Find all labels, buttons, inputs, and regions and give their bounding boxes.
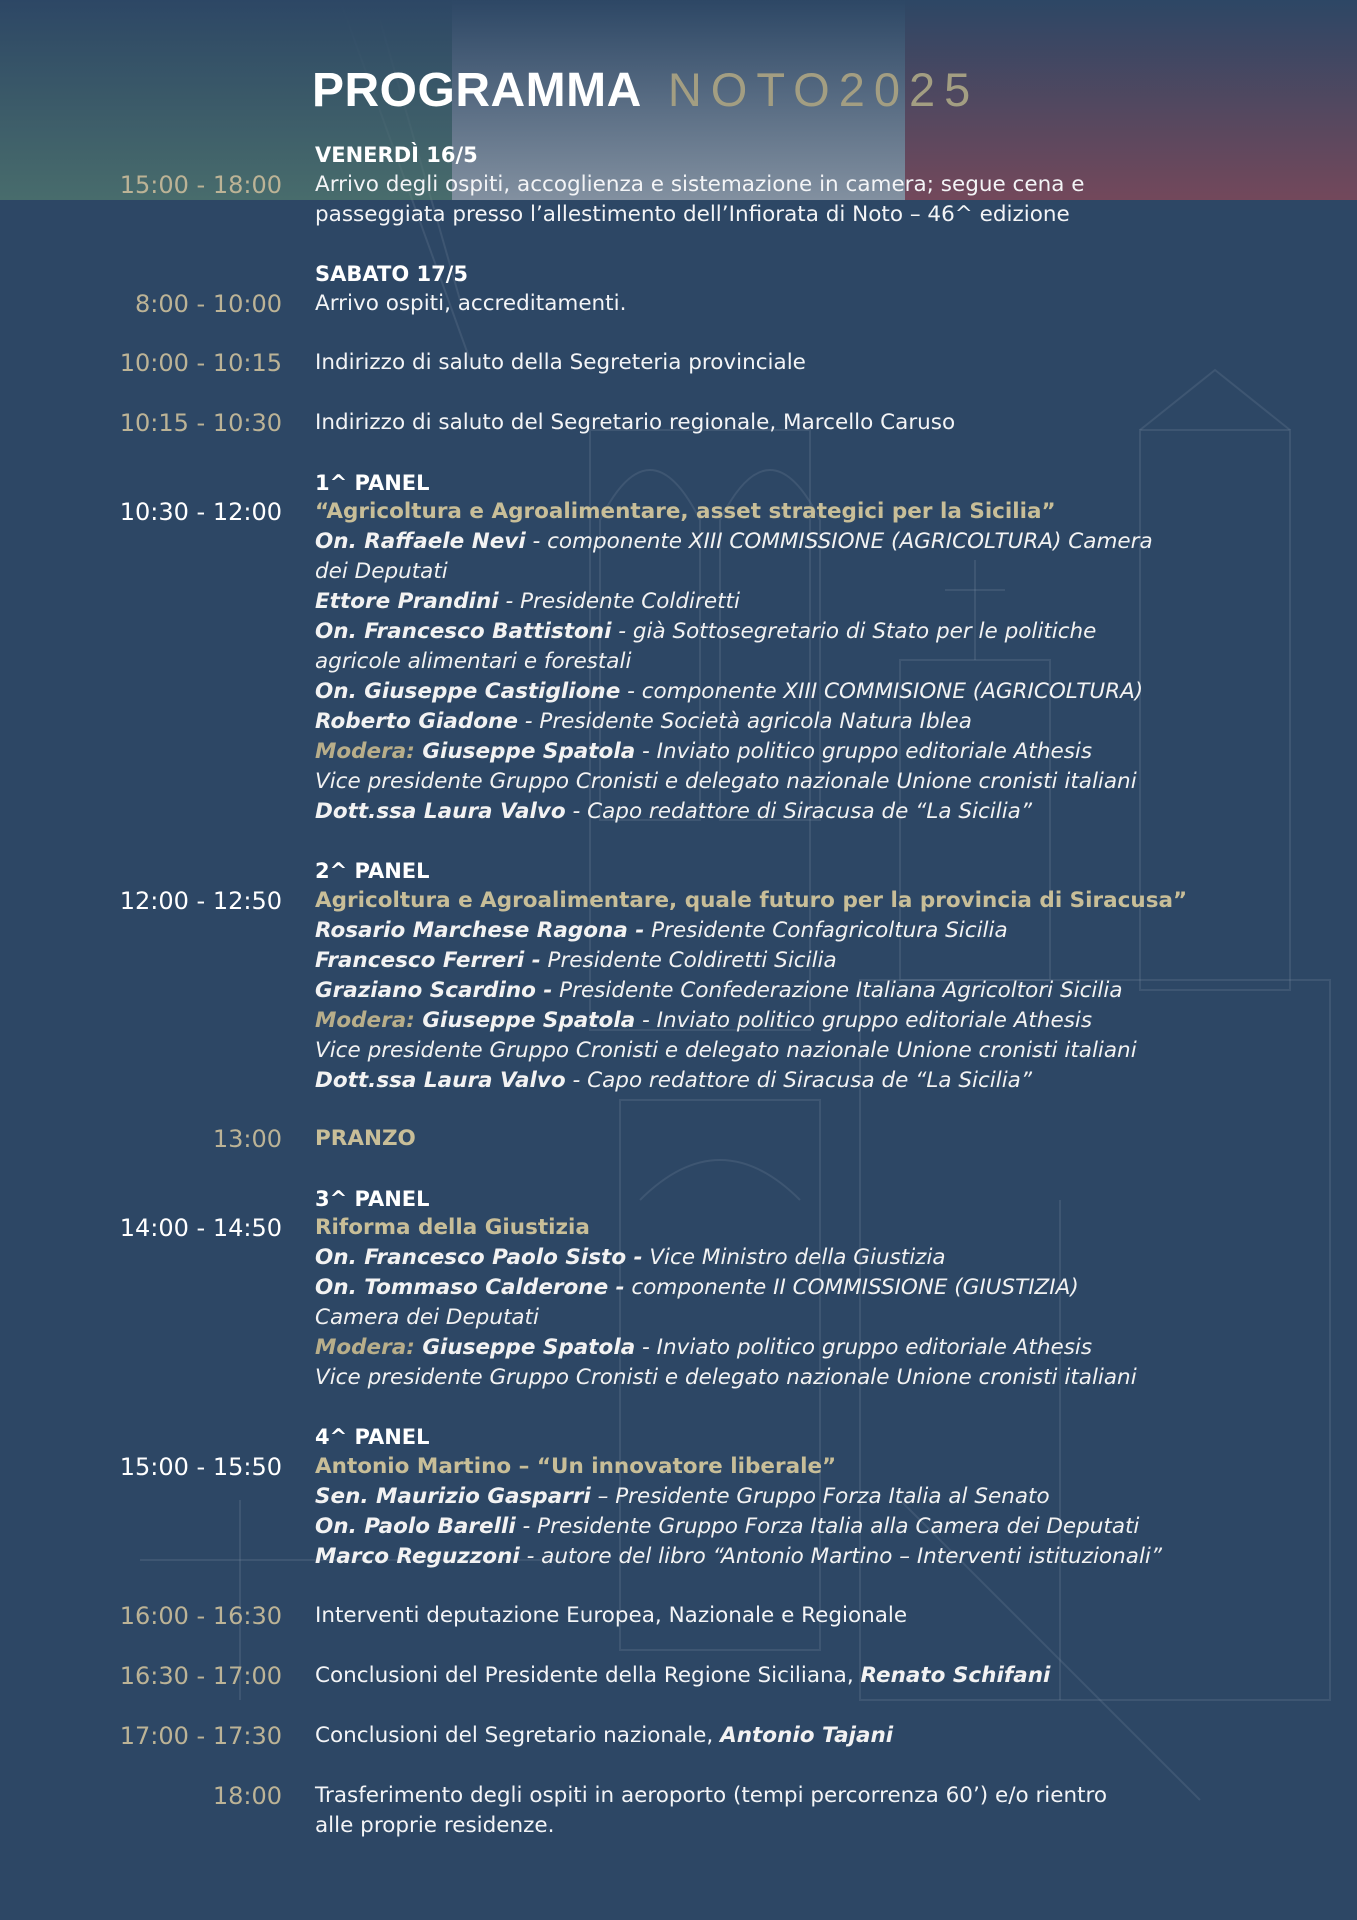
panel-label: 1^ PANEL bbox=[315, 471, 430, 495]
moderator-name: Giuseppe Spatola bbox=[414, 1335, 636, 1360]
speaker-name: Sen. Maurizio Gasparri bbox=[315, 1484, 591, 1509]
panel-time: 12:00 - 12:50 bbox=[119, 887, 282, 915]
speaker-name: Francesco Ferreri - bbox=[315, 948, 541, 973]
speaker-role: Vice Ministro della Giustizia bbox=[642, 1245, 946, 1270]
speaker bbox=[315, 527, 1275, 557]
panel-label: 2^ PANEL bbox=[315, 859, 430, 883]
speaker-role: - componente XIII COMMISIONE (AGRICOLTURA) bbox=[620, 679, 1144, 704]
panel-label: 4^ PANEL bbox=[315, 1425, 430, 1449]
speaker-name: On. Francesco Paolo Sisto - bbox=[315, 1245, 643, 1270]
moderator-role: - Inviato politico gruppo editoriale Athesis bbox=[635, 739, 1093, 764]
speaker bbox=[315, 557, 1275, 587]
speaker-name: Ettore Prandini bbox=[315, 589, 499, 614]
speaker bbox=[315, 647, 1275, 677]
agenda-text-em: Renato Schifani bbox=[860, 1663, 1051, 1688]
moderator bbox=[315, 1333, 1275, 1363]
speaker bbox=[315, 916, 1275, 946]
speaker-role: - Presidente Coldiretti bbox=[498, 589, 740, 614]
moderator bbox=[315, 1006, 1275, 1036]
speaker bbox=[315, 617, 1275, 647]
agenda-text: Arrivo ospiti, accreditamenti. bbox=[315, 291, 627, 316]
speaker bbox=[315, 587, 1275, 617]
speaker-name: Graziano Scardino - bbox=[315, 978, 553, 1003]
speaker-role: agricole alimentari e forestali bbox=[315, 649, 632, 674]
page-header bbox=[312, 62, 979, 118]
speaker bbox=[315, 976, 1275, 1006]
speaker-role: componente II COMMISSIONE (GIUSTIZIA) bbox=[624, 1275, 1079, 1300]
moderator-label: Modera: bbox=[315, 1335, 415, 1360]
lunch-label: PRANZO bbox=[315, 1126, 416, 1151]
speaker-role: Presidente Coldiretti Sicilia bbox=[540, 948, 837, 973]
moderator-name: Giuseppe Spatola bbox=[414, 1008, 636, 1033]
co-moderator-role: - Capo redattore di Siracusa de “La Sicilia” bbox=[565, 1068, 1033, 1093]
speaker bbox=[315, 707, 1275, 737]
moderator bbox=[315, 737, 1275, 767]
speaker-role: - Presidente Società agricola Natura Iblea bbox=[517, 709, 972, 734]
speaker-name: On. Francesco Battistoni bbox=[315, 619, 612, 644]
panel-time: 10:30 - 12:00 bbox=[119, 498, 282, 526]
co-moderator-name: Dott.ssa Laura Valvo bbox=[315, 1068, 566, 1093]
lunch-time: 13:00 bbox=[212, 1125, 282, 1153]
panel-content bbox=[315, 886, 1275, 1096]
text-line: passeggiata presso l’allestimento dell’Infiorata di Noto – 46^ edizione bbox=[315, 202, 1070, 227]
agenda-text: Indirizzo di saluto della Segreteria provinciale bbox=[315, 350, 806, 375]
panel-title: Antonio Martino – “Un innovatore liberale” bbox=[315, 1454, 837, 1479]
speaker-role: - componente XIII COMMISSIONE (AGRICOLTURA) Camera bbox=[525, 529, 1153, 554]
page-title: PROGRAMMA bbox=[312, 64, 642, 117]
time-item: 8:00 - 10:00 bbox=[135, 290, 282, 318]
speaker-name: On. Tommaso Calderone - bbox=[315, 1275, 625, 1300]
moderator-extra: Vice presidente Gruppo Cronisti e delegato nazionale Unione cronisti italiani bbox=[315, 1365, 1137, 1390]
time-item: 10:00 - 10:15 bbox=[119, 349, 282, 377]
speaker-role: Camera dei Deputati bbox=[315, 1305, 539, 1330]
speaker-name: On. Giuseppe Castiglione bbox=[315, 679, 621, 704]
speaker bbox=[315, 1482, 1275, 1512]
text-line: alle proprie residenze. bbox=[315, 1813, 555, 1838]
moderator-label: Modera: bbox=[315, 739, 415, 764]
speaker-name: On. Raffaele Nevi bbox=[315, 529, 526, 554]
agenda-text-main: Conclusioni del Presidente della Regione Siciliana, bbox=[315, 1663, 861, 1688]
friday-text bbox=[315, 170, 1275, 230]
time-item: 17:00 - 17:30 bbox=[119, 1722, 282, 1750]
transfer-time: 18:00 bbox=[212, 1782, 282, 1810]
speaker bbox=[315, 1512, 1275, 1542]
speaker-role: – Presidente Gruppo Forza Italia al Senato bbox=[590, 1484, 1050, 1509]
speaker-role: - autore del libro “Antonio Martino – Interventi istituzionali” bbox=[519, 1544, 1163, 1569]
panel-time: 15:00 - 15:50 bbox=[119, 1453, 282, 1481]
speaker bbox=[315, 1273, 1275, 1303]
co-moderator bbox=[315, 797, 1275, 827]
speaker-role: Presidente Confagricoltura Sicilia bbox=[644, 918, 1008, 943]
moderator-extra: Vice presidente Gruppo Cronisti e delegato nazionale Unione cronisti italiani bbox=[315, 1038, 1137, 1063]
agenda-text-main: Conclusioni del Segretario nazionale, bbox=[315, 1723, 721, 1748]
text-line: Trasferimento degli ospiti in aeroporto (tempi percorrenza 60’) e/o rientro bbox=[315, 1783, 1108, 1808]
speaker-name: On. Paolo Barelli bbox=[315, 1514, 516, 1539]
co-moderator-role: - Capo redattore di Siracusa de “La Sicilia” bbox=[565, 799, 1033, 824]
moderator-role: - Inviato politico gruppo editoriale Athesis bbox=[635, 1008, 1093, 1033]
moderator-extra: Vice presidente Gruppo Cronisti e delegato nazionale Unione cronisti italiani bbox=[315, 769, 1137, 794]
panel-content bbox=[315, 1213, 1275, 1393]
speaker-role: Presidente Confederazione Italiana Agricoltori Sicilia bbox=[552, 978, 1123, 1003]
day-label-saturday: SABATO 17/5 bbox=[315, 262, 468, 286]
speaker bbox=[315, 1303, 1275, 1333]
co-moderator bbox=[315, 1066, 1275, 1096]
speaker-role: - già Sottosegretario di Stato per le politiche bbox=[611, 619, 1097, 644]
moderator-label: Modera: bbox=[315, 1008, 415, 1033]
agenda-text-em: Antonio Tajani bbox=[720, 1723, 894, 1748]
speaker-name: Roberto Giadone bbox=[315, 709, 518, 734]
moderator-role: - Inviato politico gruppo editoriale Athesis bbox=[635, 1335, 1093, 1360]
agenda-text bbox=[315, 1721, 1275, 1751]
panel-title: “Agricoltura e Agroalimentare, asset strategici per la Sicilia” bbox=[315, 499, 1056, 524]
speaker-role: - Presidente Gruppo Forza Italia alla Camera dei Deputati bbox=[515, 1514, 1140, 1539]
speaker bbox=[315, 1243, 1275, 1273]
transfer-text bbox=[315, 1781, 1275, 1841]
panel-content bbox=[315, 497, 1275, 827]
panel-title: Riforma della Giustizia bbox=[315, 1215, 590, 1240]
speaker bbox=[315, 1542, 1275, 1572]
speaker-name: Marco Reguzzoni bbox=[315, 1544, 520, 1569]
day-label-friday: VENERDÌ 16/5 bbox=[315, 143, 478, 167]
time-item: 16:00 - 16:30 bbox=[119, 1602, 282, 1630]
speaker bbox=[315, 946, 1275, 976]
panel-time: 14:00 - 14:50 bbox=[119, 1214, 282, 1242]
co-moderator-name: Dott.ssa Laura Valvo bbox=[315, 799, 566, 824]
speaker-role: dei Deputati bbox=[315, 559, 448, 584]
panel-label: 3^ PANEL bbox=[315, 1187, 430, 1211]
agenda-text: Indirizzo di saluto del Segretario regionale, Marcello Caruso bbox=[315, 410, 956, 435]
panel-content bbox=[315, 1452, 1275, 1572]
agenda-text bbox=[315, 1601, 1275, 1631]
speaker bbox=[315, 677, 1275, 707]
panel-title: Agricoltura e Agroalimentare, quale futuro per la provincia di Siracusa” bbox=[315, 888, 1188, 913]
agenda-text-main: Interventi deputazione Europea, Nazionale e Regionale bbox=[315, 1603, 908, 1628]
page-subtitle: NOTO2025 bbox=[667, 63, 980, 116]
moderator-name: Giuseppe Spatola bbox=[414, 739, 636, 764]
agenda-text bbox=[315, 1661, 1275, 1691]
time-item: 16:30 - 17:00 bbox=[119, 1662, 282, 1690]
speaker-name: Rosario Marchese Ragona - bbox=[315, 918, 645, 943]
time-item: 10:15 - 10:30 bbox=[119, 409, 282, 437]
time-friday: 15:00 - 18:00 bbox=[119, 171, 282, 199]
text-line: Arrivo degli ospiti, accoglienza e sistemazione in camera; segue cena e bbox=[315, 172, 1085, 197]
